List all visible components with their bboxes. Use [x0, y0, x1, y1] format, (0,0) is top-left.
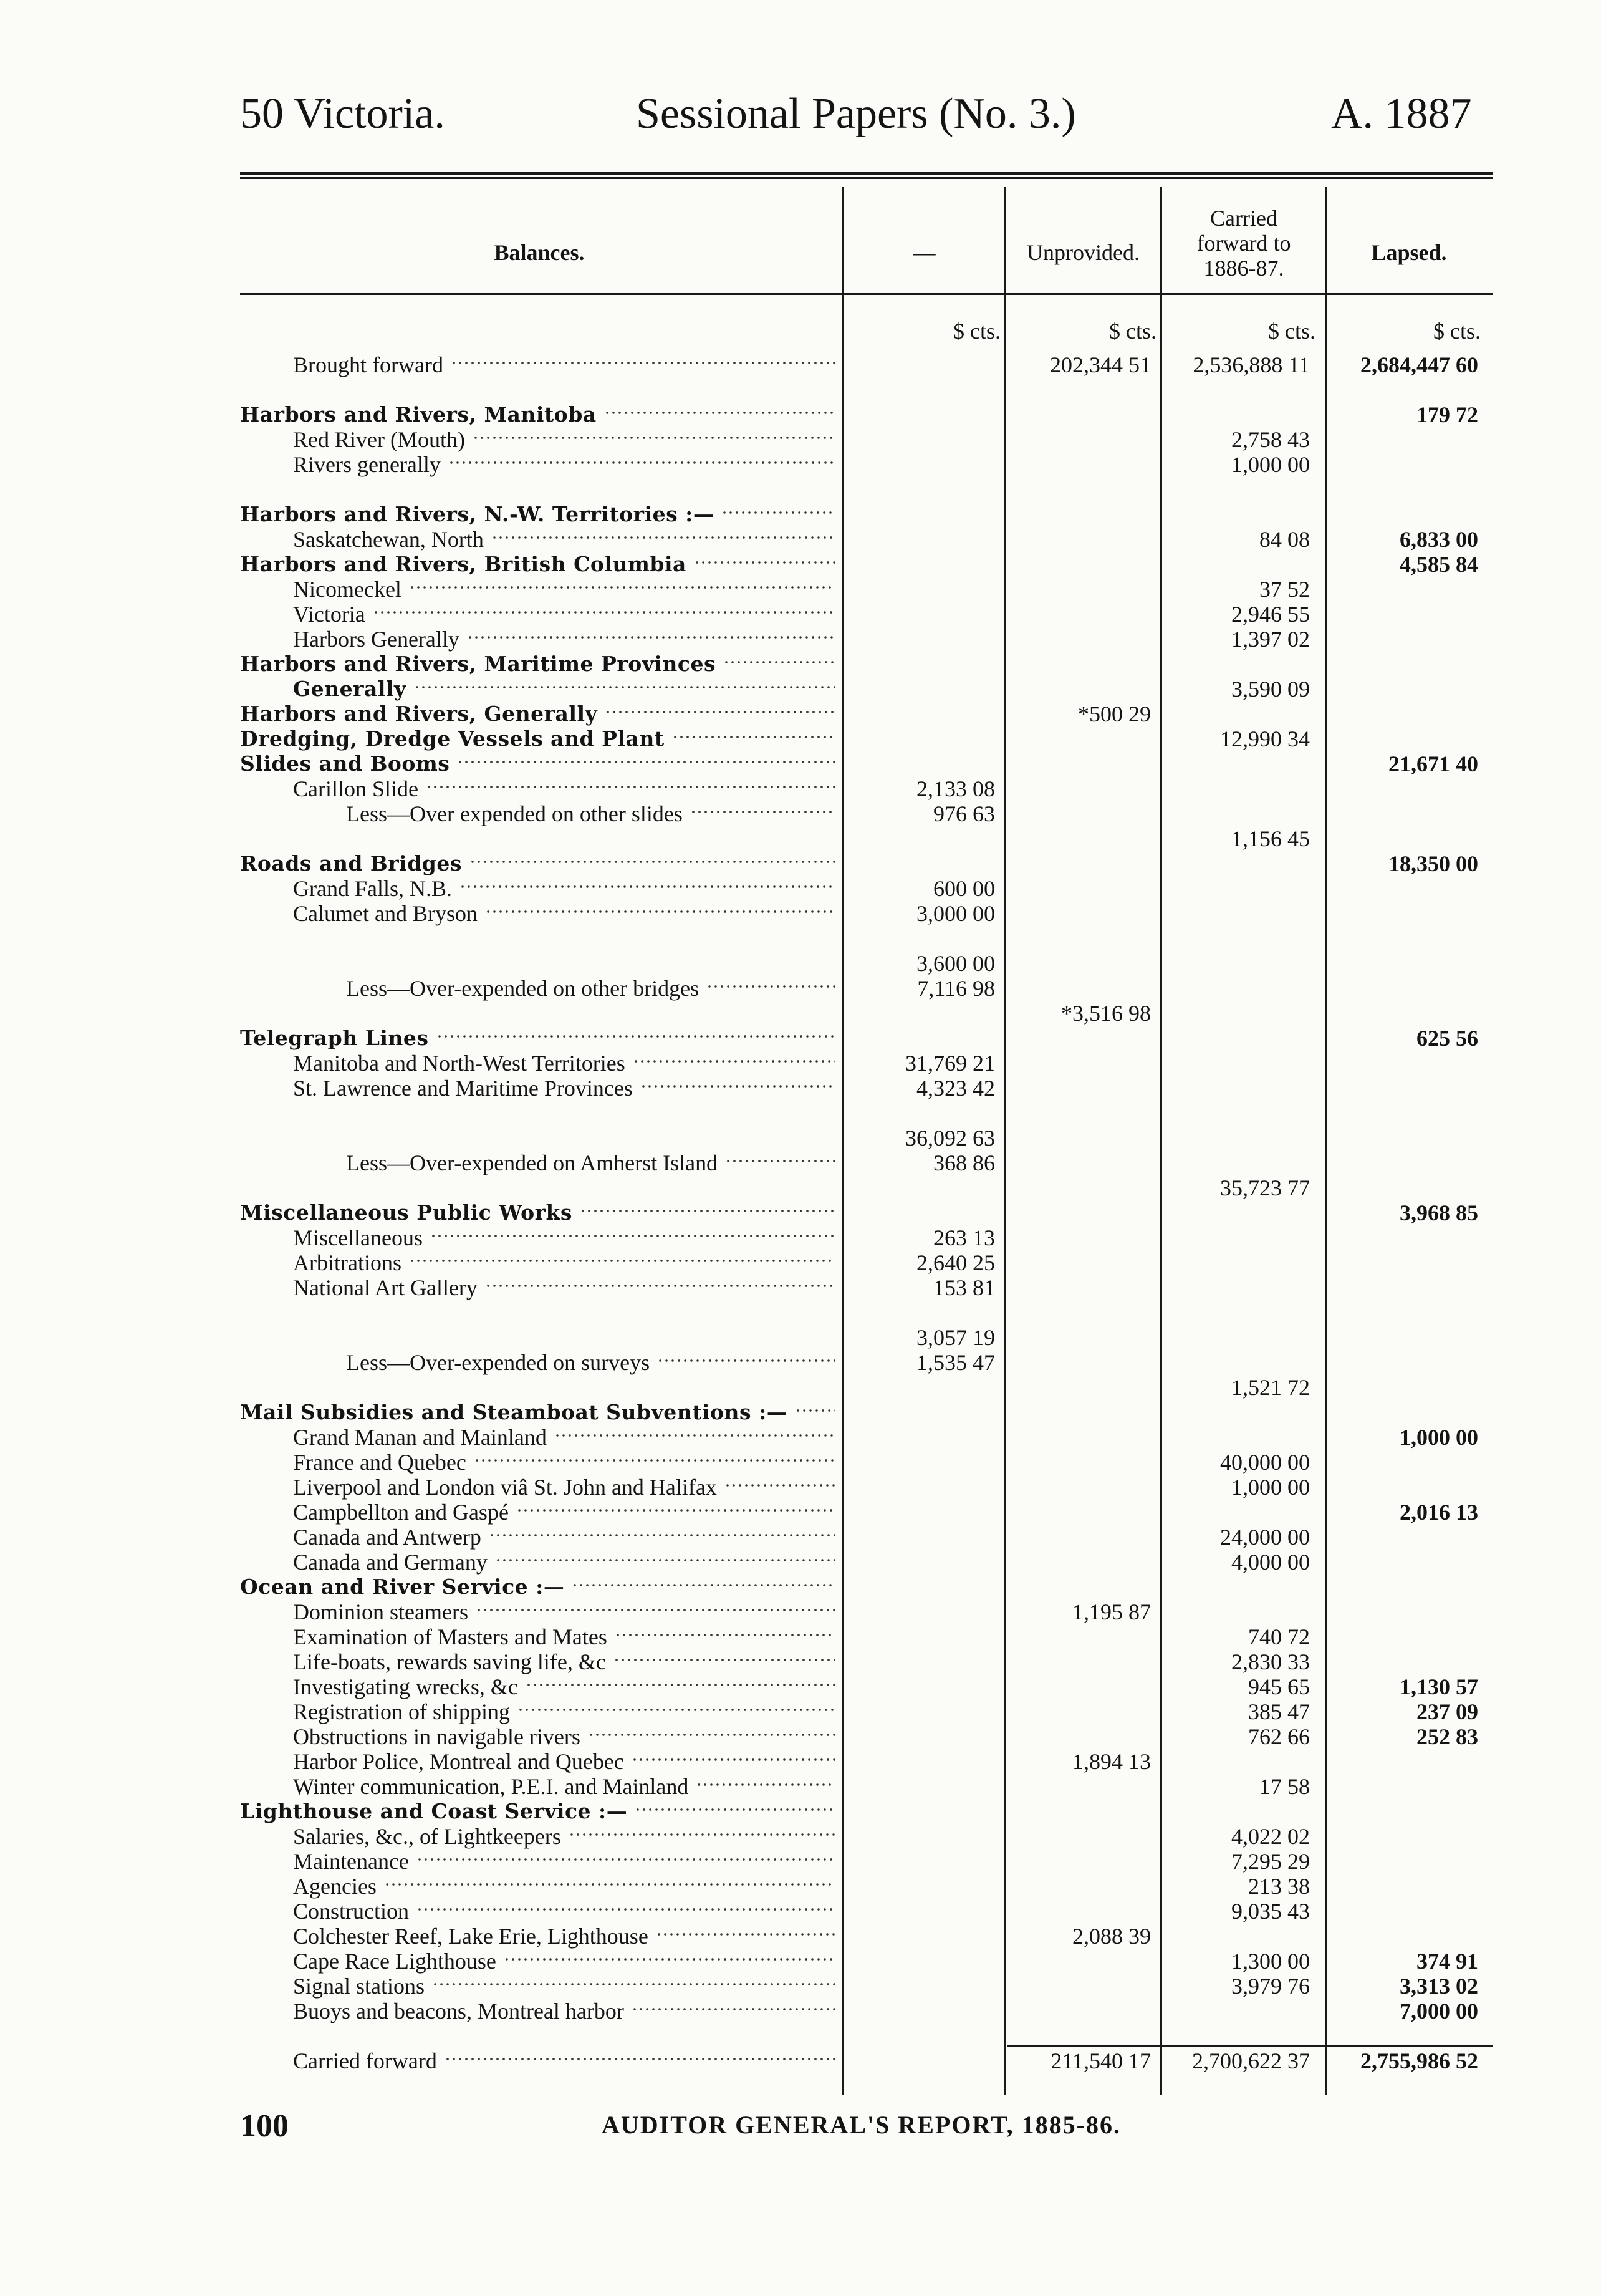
cell-value: 3,600 00	[916, 951, 995, 976]
column-header-balances: Balances.	[494, 240, 585, 265]
cell-value: 1,300 00	[1231, 1949, 1310, 1974]
row-label: Maintenance	[293, 1849, 409, 1874]
table-row	[0, 1949, 1601, 1974]
table-row	[0, 876, 1601, 901]
cell-value: 4,323 42	[916, 1076, 995, 1101]
table-row	[0, 751, 1601, 776]
table-row	[0, 1749, 1601, 1774]
row-label: Harbors and Rivers, Generally	[240, 702, 598, 726]
row-label: Liverpool and London viâ St. John and Halifax	[293, 1475, 717, 1500]
row-label: Harbors and Rivers, British Columbia	[240, 552, 686, 576]
table-row	[0, 1026, 1601, 1051]
cell-value: 600 00	[933, 876, 995, 901]
leader-dots	[633, 1059, 835, 1063]
cell-value: 21,671 40	[1388, 751, 1478, 776]
row-label: Construction	[293, 1899, 409, 1924]
header-rule-bottom	[240, 177, 1493, 179]
row-label: National Art Gallery	[293, 1275, 478, 1300]
cell-value: 976 63	[933, 801, 995, 826]
leader-dots	[696, 1783, 835, 1787]
leader-dots	[656, 1932, 835, 1936]
table-row	[0, 1699, 1601, 1724]
cell-value: 213 38	[1248, 1874, 1310, 1899]
row-label: Grand Falls, N.B.	[293, 876, 452, 901]
cell-value: 2,016 13	[1400, 1500, 1478, 1525]
leader-dots	[613, 1658, 835, 1662]
leader-dots	[373, 610, 835, 614]
footer-title: AUDITOR GENERAL'S REPORT, 1885-86.	[602, 2111, 1121, 2139]
table-row	[0, 976, 1601, 1001]
leader-dots	[409, 586, 835, 589]
row-label: France and Quebec	[293, 1450, 466, 1475]
table-row	[0, 1250, 1601, 1275]
leader-dots	[588, 1733, 835, 1737]
row-label: Cape Race Lighthouse	[293, 1949, 496, 1974]
table-row	[0, 1225, 1601, 1250]
cell-value: 3,000 00	[916, 901, 995, 926]
leader-dots	[694, 561, 835, 564]
cell-value: 35,723 77	[1220, 1175, 1310, 1200]
leader-dots	[526, 1683, 835, 1687]
table-row	[0, 851, 1601, 876]
row-label: Telegraph Lines	[240, 1026, 429, 1050]
table-row	[0, 901, 1601, 926]
row-label: Generally	[293, 677, 406, 701]
table-row	[0, 602, 1601, 627]
row-label: Agencies	[293, 1874, 377, 1899]
leader-dots	[467, 635, 835, 639]
table-row	[0, 1824, 1601, 1849]
cell-value: 3,979 76	[1231, 1974, 1310, 1999]
leader-dots	[473, 436, 835, 440]
leader-dots	[485, 910, 835, 914]
table-row	[0, 1001, 1601, 1026]
row-label: Harbors and Rivers, N.-W. Territories :—	[240, 502, 714, 526]
row-label: Manitoba and North-West Territories	[293, 1051, 625, 1076]
cell-value: 4,000 00	[1231, 1550, 1310, 1575]
table-row	[0, 801, 1601, 826]
header-year: A. 1887	[1331, 90, 1472, 138]
table-row	[0, 726, 1601, 751]
cell-value: 945 65	[1248, 1674, 1310, 1699]
cell-value: 153 81	[933, 1275, 995, 1300]
units-lapsed: $ cts.	[1433, 319, 1481, 344]
column-header-carried	[1163, 206, 1325, 281]
cell-value: 3,590 09	[1231, 677, 1310, 702]
row-label: Colchester Reef, Lake Erie, Lighthouse	[293, 1924, 648, 1949]
cell-value: 625 56	[1416, 1026, 1478, 1051]
cell-value: 1,521 72	[1231, 1375, 1310, 1400]
leader-dots	[432, 1982, 835, 1986]
leader-dots	[615, 1633, 835, 1637]
row-label: Winter communication, P.E.I. and Mainland	[293, 1774, 689, 1799]
header-title: Sessional Papers (No. 3.)	[636, 90, 1076, 138]
table-row	[0, 1051, 1601, 1076]
leader-dots	[640, 1084, 835, 1088]
table-row	[0, 627, 1601, 652]
row-label: Less—Over expended on other slides	[346, 801, 683, 826]
column-header-rule	[240, 293, 1493, 295]
leader-dots	[706, 985, 835, 988]
header-session: 50 Victoria.	[240, 90, 445, 138]
cell-value: 2,700,622 37	[1192, 2048, 1310, 2073]
table-row	[0, 1724, 1601, 1749]
leader-dots	[632, 1758, 835, 1762]
row-label: Calumet and Bryson	[293, 901, 478, 926]
cell-value: 3,057 19	[916, 1325, 995, 1350]
cell-value: 9,035 43	[1231, 1899, 1310, 1924]
table-row	[0, 1874, 1601, 1899]
table-row	[0, 1924, 1601, 1949]
table-row	[0, 402, 1601, 427]
leader-dots	[476, 1608, 835, 1612]
cell-value: 2,640 25	[916, 1250, 995, 1275]
table-row	[0, 427, 1601, 452]
row-label: Harbors Generally	[293, 627, 459, 652]
row-label: Buoys and beacons, Montreal harbor	[293, 1999, 624, 2023]
cell-value: 37 52	[1259, 577, 1310, 602]
leader-dots	[489, 1533, 835, 1537]
row-label: Less—Over-expended on other bridges	[346, 976, 700, 1001]
row-label: Signal stations	[293, 1974, 425, 1999]
row-label: Miscellaneous	[293, 1225, 423, 1250]
cell-value: 7,295 29	[1231, 1849, 1310, 1874]
column-header-lapsed: Lapsed.	[1371, 240, 1447, 265]
cell-value: 252 83	[1416, 1724, 1478, 1749]
table-row	[0, 1974, 1601, 1999]
leader-dots	[635, 1808, 835, 1811]
table-row	[0, 1350, 1601, 1375]
row-label: Victoria	[293, 602, 365, 627]
cell-value: 1,000 00	[1400, 1425, 1478, 1450]
cell-value: 762 66	[1248, 1724, 1310, 1749]
row-label: Arbitrations	[293, 1250, 401, 1275]
row-label: Less—Over-expended on Amherst Island	[346, 1150, 718, 1175]
table-row	[0, 1150, 1601, 1175]
row-label: Grand Manan and Mainland	[293, 1425, 547, 1450]
cell-value: 179 72	[1416, 402, 1478, 427]
row-label: Less—Over-expended on surveys	[346, 1350, 650, 1375]
row-label: Rivers generally	[293, 452, 441, 477]
leader-dots	[795, 1409, 835, 1412]
cell-value: 17 58	[1259, 1774, 1310, 1799]
row-label: Carried forward	[293, 2048, 437, 2073]
row-label: Brought forward	[293, 352, 443, 377]
cell-value: 1,195 87	[1072, 1599, 1151, 1624]
cell-value: 237 09	[1416, 1699, 1478, 1724]
table-row	[0, 577, 1601, 602]
leader-dots	[723, 660, 835, 664]
table-row	[0, 2048, 1601, 2073]
row-label: Saskatchewan, North	[293, 527, 484, 552]
row-label: Life-boats, rewards saving life, &c	[293, 1649, 606, 1674]
row-label: Dominion steamers	[293, 1599, 468, 1624]
cell-value: *3,516 98	[1061, 1001, 1151, 1026]
leader-dots	[554, 1434, 835, 1437]
row-label: Ocean and River Service :—	[240, 1575, 565, 1599]
table-row	[0, 1999, 1601, 2023]
row-label: Campbellton and Gaspé	[293, 1500, 509, 1525]
table-row	[0, 1674, 1601, 1699]
leader-dots	[569, 1833, 835, 1836]
row-label: Canada and Antwerp	[293, 1525, 481, 1550]
cell-value: 3,968 85	[1400, 1200, 1478, 1225]
leader-dots	[384, 1883, 835, 1886]
cell-value: 2,946 55	[1231, 602, 1310, 627]
cell-value: 368 86	[933, 1150, 995, 1175]
row-label: Harbor Police, Montreal and Quebec	[293, 1749, 624, 1774]
row-label: Carillon Slide	[293, 776, 418, 801]
table-row	[0, 1599, 1601, 1624]
leader-dots	[459, 885, 835, 889]
row-label: Harbors and Rivers, Maritime Provinces	[240, 652, 716, 676]
table-row	[0, 1375, 1601, 1400]
cell-value: 2,133 08	[916, 776, 995, 801]
leader-dots	[430, 1234, 835, 1238]
row-label: Canada and Germany	[293, 1550, 488, 1575]
table-row	[0, 1799, 1601, 1824]
totals-rule	[1007, 2045, 1493, 2047]
cell-value: 84 08	[1259, 527, 1310, 552]
table-row	[0, 1450, 1601, 1475]
table-row	[0, 652, 1601, 677]
leader-dots	[580, 1209, 835, 1213]
units-carried: $ cts.	[1268, 319, 1315, 344]
table-row	[0, 1649, 1601, 1674]
units-dash: $ cts.	[953, 319, 1001, 344]
table-row	[0, 1774, 1601, 1799]
leader-dots	[632, 2007, 835, 2011]
table-row	[0, 1076, 1601, 1101]
cell-value: 2,758 43	[1231, 427, 1310, 452]
table-row	[0, 702, 1601, 726]
leader-dots	[436, 1035, 835, 1038]
cell-value: 1,000 00	[1231, 452, 1310, 477]
cell-value: 7,000 00	[1400, 1999, 1478, 2023]
table-row	[0, 527, 1601, 552]
cell-value: 740 72	[1248, 1624, 1310, 1649]
leader-dots	[469, 860, 835, 864]
table-row	[0, 951, 1601, 976]
row-label: Harbors and Rivers, Manitoba	[240, 402, 597, 427]
column-header-dash: —	[913, 240, 936, 265]
leader-dots	[445, 2057, 835, 2061]
table-row	[0, 1275, 1601, 1300]
table-row	[0, 1126, 1601, 1150]
table-row	[0, 826, 1601, 851]
cell-value: 1,130 57	[1400, 1674, 1478, 1699]
row-label: Investigating wrecks, &c	[293, 1674, 518, 1699]
page-number: 100	[240, 2108, 289, 2144]
row-label: Roads and Bridges	[240, 851, 462, 875]
cell-value: 40,000 00	[1220, 1450, 1310, 1475]
leader-dots	[426, 785, 835, 789]
cell-value: 1,535 47	[916, 1350, 995, 1375]
table-row	[0, 1475, 1601, 1500]
table-row	[0, 1550, 1601, 1575]
cell-value: 2,088 39	[1072, 1924, 1151, 1949]
leader-dots	[504, 1957, 835, 1961]
table-row	[0, 1175, 1601, 1200]
leader-dots	[451, 361, 835, 365]
row-label: Nicomeckel	[293, 577, 401, 602]
cell-value: 36,092 63	[905, 1126, 995, 1150]
cell-value: 1,397 02	[1231, 627, 1310, 652]
leader-dots	[448, 461, 835, 465]
table-row	[0, 1525, 1601, 1550]
row-label: Mail Subsidies and Steamboat Subventions :—	[240, 1400, 788, 1424]
row-label: Salaries, &c., of Lightkeepers	[293, 1824, 561, 1849]
cell-value: 2,684,447 60	[1360, 352, 1478, 377]
leader-dots	[690, 810, 835, 814]
cell-value: 6,833 00	[1400, 527, 1478, 552]
carried-line-3: 1886-87.	[1203, 256, 1284, 281]
row-label: St. Lawrence and Maritime Provinces	[293, 1076, 633, 1101]
leader-dots	[485, 1284, 835, 1288]
leader-dots	[491, 536, 835, 539]
leader-dots	[572, 1583, 835, 1587]
table-row	[0, 677, 1601, 702]
cell-value: 1,894 13	[1072, 1749, 1151, 1774]
leader-dots	[672, 735, 835, 739]
cell-value: 24,000 00	[1220, 1525, 1310, 1550]
table-row	[0, 552, 1601, 577]
leader-dots	[657, 1359, 835, 1363]
cell-value: 1,000 00	[1231, 1475, 1310, 1500]
leader-dots	[724, 1483, 835, 1487]
leader-dots	[457, 760, 835, 764]
cell-value: 2,755,986 52	[1360, 2048, 1478, 2073]
header-rule-top	[240, 172, 1493, 175]
leader-dots	[516, 1508, 835, 1512]
cell-value: 202,344 51	[1050, 352, 1151, 377]
leader-dots	[495, 1558, 835, 1562]
cell-value: *500 29	[1078, 702, 1151, 726]
table-row	[0, 1575, 1601, 1599]
leader-dots	[604, 411, 835, 415]
cell-value: 211,540 17	[1051, 2048, 1151, 2073]
table-row	[0, 352, 1601, 377]
cell-value: 374 91	[1416, 1949, 1478, 1974]
table-row	[0, 1325, 1601, 1350]
table-row	[0, 1899, 1601, 1924]
cell-value: 1,156 45	[1231, 826, 1310, 851]
row-label: Lighthouse and Coast Service :—	[240, 1799, 628, 1823]
cell-value: 4,022 02	[1231, 1824, 1310, 1849]
leader-dots	[517, 1708, 835, 1712]
cell-value: 263 13	[933, 1225, 995, 1250]
leader-dots	[725, 1159, 835, 1163]
table-row	[0, 1425, 1601, 1450]
cell-value: 12,990 34	[1220, 726, 1310, 751]
row-label: Miscellaneous Public Works	[240, 1200, 572, 1225]
cell-value: 31,769 21	[905, 1051, 995, 1076]
cell-value: 3,313 02	[1400, 1974, 1478, 1999]
table-row	[0, 776, 1601, 801]
cell-value: 7,116 98	[917, 976, 995, 1001]
table-row	[0, 502, 1601, 527]
table-row	[0, 452, 1601, 477]
cell-value: 2,830 33	[1231, 1649, 1310, 1674]
leader-dots	[416, 1858, 835, 1861]
cell-value: 2,536,888 11	[1193, 352, 1310, 377]
column-header-unprovided: Unprovided.	[1027, 240, 1140, 265]
carried-line-1: Carried	[1210, 206, 1277, 231]
table-row	[0, 1624, 1601, 1649]
cell-value: 18,350 00	[1388, 851, 1478, 876]
leader-dots	[721, 511, 835, 514]
units-unprovided: $ cts.	[1109, 319, 1156, 344]
row-label: Dredging, Dredge Vessels and Plant	[240, 726, 665, 751]
row-label: Red River (Mouth)	[293, 427, 465, 452]
row-label: Registration of shipping	[293, 1699, 510, 1724]
row-label: Slides and Booms	[240, 751, 450, 776]
carried-line-2: forward to	[1196, 231, 1291, 256]
table-row	[0, 1400, 1601, 1425]
table-row	[0, 1849, 1601, 1874]
cell-value: 4,585 84	[1400, 552, 1478, 577]
row-label: Examination of Masters and Mates	[293, 1624, 607, 1649]
cell-value: 385 47	[1248, 1699, 1310, 1724]
leader-dots	[605, 710, 835, 714]
table-row	[0, 1200, 1601, 1225]
leader-dots	[409, 1259, 835, 1263]
leader-dots	[414, 685, 835, 689]
leader-dots	[416, 1908, 835, 1911]
leader-dots	[474, 1459, 835, 1462]
row-label: Obstructions in navigable rivers	[293, 1724, 580, 1749]
table-row	[0, 1500, 1601, 1525]
